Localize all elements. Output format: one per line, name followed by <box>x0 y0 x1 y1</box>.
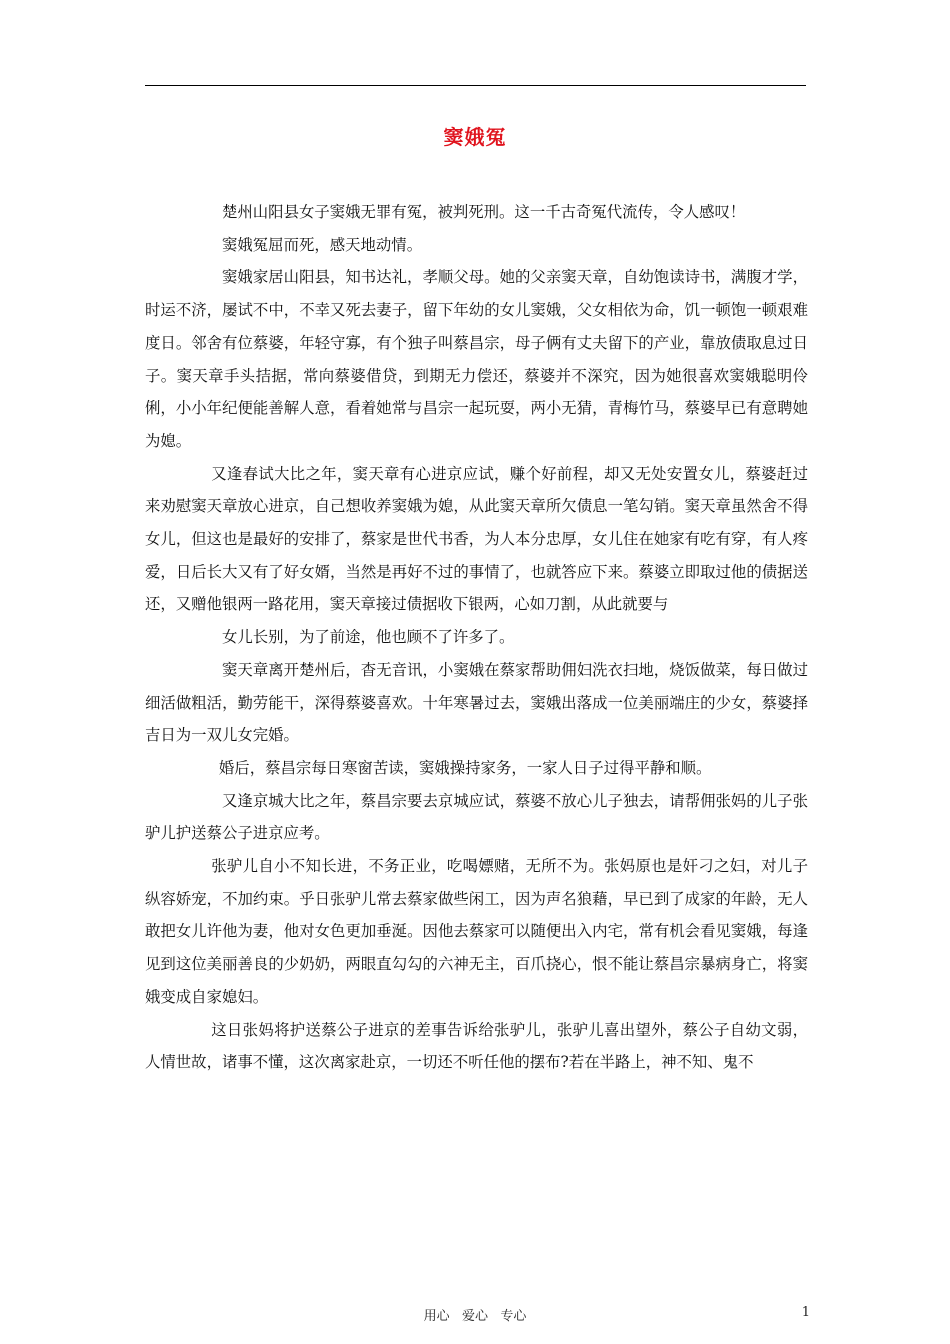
footer-motto: 用心 爱心 专心 <box>423 1309 527 1324</box>
body-text <box>145 196 808 1079</box>
paragraph: 窦娥冤屈而死，感天地动情。 <box>222 235 423 254</box>
page-number: 1 <box>801 1305 810 1320</box>
paragraph: 这日张妈将护送蔡公子进京的差事告诉给张驴儿，张驴儿喜出望外，蔡公子自幼文弱，人情世故，诸事不懂，这次离家赴京，一切还不听任他的摆布?若在半路上，神不知、鬼不 <box>145 1020 808 1072</box>
paragraph: 又逢春试大比之年，窦天章有心进京应试，赚个好前程，却又无处安置女儿，蔡婆赶过来劝慰窦天章放心进京，自己想收养窦娥为媳，从此窦天章所欠债息一笔勾销。窦天章虽然舍不得女儿，但这也是最好的安排了，蔡家是世代书香，为人本分忠厚，女儿住在她家有吃有穿，有人疼爱，日后长大又有了好女婿，当然是再好不过的事情了，也就答应下来。蔡婆立即取过他的债据送还，又赠他银两一路花用，窦天章接过债据收下银两，心如刀割，从此就要与 <box>145 464 808 614</box>
paragraph: 婚后，蔡昌宗每日寒窗苦读，窦娥操持家务，一家人日子过得平静和顺。 <box>218 758 712 777</box>
paragraph: 张驴儿自小不知长进，不务正业，吃喝嫖赌，无所不为。张妈原也是奸刁之妇，对儿子纵容娇宠，不加约束。乎日张驴儿常去蔡家做些闲工，因为声名狼藉，早已到了成家的年龄，无人敢把女儿许他为妻，他对女色更加垂涎。因他去蔡家可以随便出入内宅，常有机会看见窦娥，每逢见到这位美丽善良的少奶奶，两眼直勾勾的六神无主，百爪挠心，恨不能让蔡昌宗暴病身亡，将窦娥变成自家媳妇。 <box>145 857 808 1006</box>
header-rule <box>145 85 806 86</box>
paragraph: 女儿长别，为了前途，他也顾不了许多了。 <box>222 628 515 647</box>
paragraph: 窦天章离开楚州后，杳无音讯，小窦娥在蔡家帮助佣妇洗衣扫地，烧饭做菜，每日做过细活做粗活，勤劳能干，深得蔡婆喜欢。十年寒暑过去，窦娥出落成一位美丽端庄的少女，蔡婆择吉日为一双儿女完婚。 <box>145 660 808 745</box>
document-title: 窦娥冤 <box>443 125 507 149</box>
paragraph: 窦娥家居山阳县，知书达礼，孝顺父母。她的父亲窦天章，自幼饱读诗书，满腹才学，时运不济，屡试不中，不幸又死去妻子，留下年幼的女儿窦娥，父女相依为命，饥一顿饱一顿艰难度日。邻舍有位蔡婆，年轻守寡，有个独子叫蔡昌宗，母子俩有丈夫留下的产业，靠放债取息过日子。窦天章手头拮据，常向蔡婆借贷，到期无力偿还，蔡婆并不深究，因为她很喜欢窦娥聪明伶俐，小小年纪便能善解人意，看着她常与昌宗一起玩耍，两小无猜，青梅竹马，蔡婆早已有意聘她为媳。 <box>145 268 808 450</box>
paragraph: 楚州山阳县女子窦娥无罪有冤，被判死刑。这一千古奇冤代流传，令人感叹！ <box>222 203 746 221</box>
paragraph: 又逢京城大比之年，蔡昌宗要去京城应试，蔡婆不放心儿子独去，请帮佣张妈的儿子张驴儿护送蔡公子进京应考。 <box>145 791 808 843</box>
